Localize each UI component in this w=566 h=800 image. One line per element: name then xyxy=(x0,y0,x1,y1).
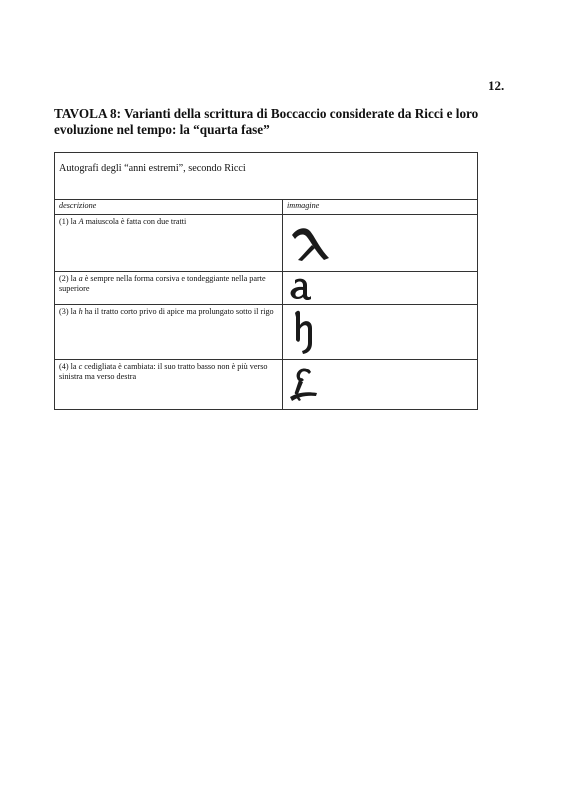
variants-table xyxy=(54,152,478,410)
page-number: 12. xyxy=(488,78,505,93)
table-row xyxy=(55,214,478,271)
handwritten-a-cursive-icon xyxy=(287,276,313,302)
header-image: immagine xyxy=(283,200,478,215)
row-description: (2) la a è sempre nella forma corsiva e tondeggiante nella parte superiore xyxy=(55,271,283,304)
title-line-2: evoluzione nel tempo: la “quarta fase” xyxy=(54,122,270,137)
handwritten-c-cedilla-icon xyxy=(287,366,321,404)
row-description: (1) la A maiuscola è fatta con due tratti xyxy=(55,214,283,271)
row-image xyxy=(283,304,478,359)
table-row xyxy=(55,359,478,409)
title-line-1: TAVOLA 8: Varianti della scrittura di Boccaccio considerate da Ricci e loro xyxy=(54,106,479,121)
row-image xyxy=(283,214,478,271)
table-row xyxy=(55,271,478,304)
handwritten-h-icon xyxy=(289,309,317,355)
row-image xyxy=(283,359,478,409)
handwritten-a-capital-icon xyxy=(289,225,333,263)
table-row xyxy=(55,304,478,359)
table-caption: Autografi degli “anni estremi”, secondo Ricci xyxy=(55,153,478,200)
header-description: descrizione xyxy=(55,200,283,215)
page-title xyxy=(54,106,514,138)
row-image xyxy=(283,271,478,304)
row-description: (4) la c cedigliata è cambiata: il suo tratto basso non è più verso sinistra ma verso destra xyxy=(55,359,283,409)
row-description: (3) la h ha il tratto corto privo di apice ma prolungato sotto il rigo xyxy=(55,304,283,359)
